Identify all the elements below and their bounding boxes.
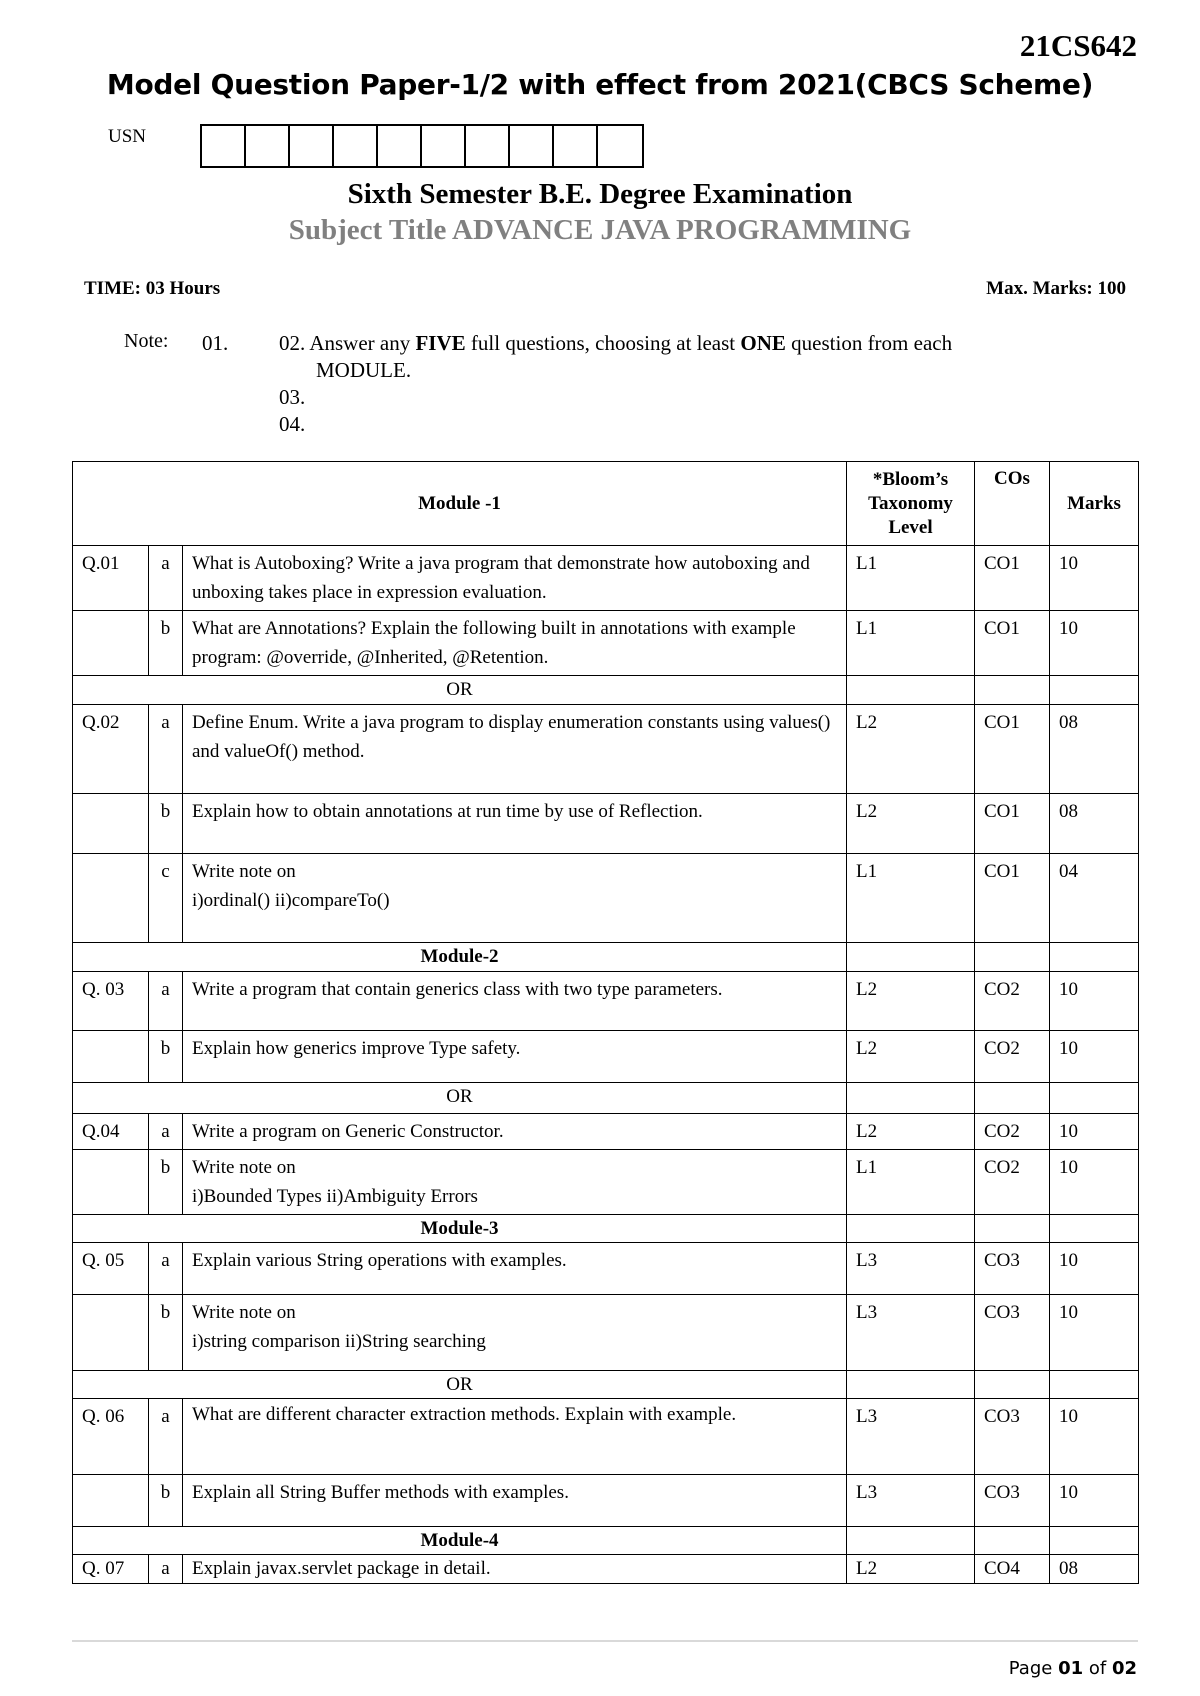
question-number (73, 611, 149, 676)
marks-value: 10 (1050, 1150, 1139, 1215)
question-text: Explain all String Buffer methods with examples. (183, 1475, 847, 1527)
sub-question: b (149, 611, 183, 676)
sub-question: a (149, 1243, 183, 1295)
course-outcome: CO2 (975, 972, 1050, 1031)
usn-box (422, 126, 466, 166)
question-number: Q.02 (73, 705, 149, 794)
note-bold: FIVE (415, 331, 466, 355)
empty-cell (847, 1215, 975, 1243)
exam-time: TIME: 03 Hours (84, 278, 221, 299)
empty-cell (847, 1527, 975, 1555)
empty-cell (1050, 943, 1139, 972)
bloom-level: L2 (847, 1114, 975, 1150)
module-4-heading: Module-4 (73, 1527, 847, 1555)
question-text: Write a program on Generic Constructor. (183, 1114, 847, 1150)
bloom-level: L3 (847, 1295, 975, 1371)
module-row (73, 943, 1139, 972)
question-table (72, 461, 1139, 1584)
usn-box (378, 126, 422, 166)
question-text (183, 854, 847, 943)
or-label: OR (73, 1083, 847, 1114)
note-item-3: 03. (279, 385, 306, 409)
empty-cell (975, 1371, 1050, 1399)
note-text: full questions, choosing at least (465, 331, 741, 355)
footer-divider (72, 1640, 1138, 1642)
question-number (73, 1295, 149, 1371)
page-current: 01 (1058, 1658, 1084, 1679)
usn-box (246, 126, 290, 166)
page-number (1009, 1658, 1137, 1679)
bloom-level: L2 (847, 972, 975, 1031)
empty-cell (1050, 1083, 1139, 1114)
bloom-level: L2 (847, 1031, 975, 1083)
module-3-heading: Module-3 (73, 1215, 847, 1243)
question-text: Define Enum. Write a java program to display enumeration constants using values() and valueOf() method. (183, 705, 847, 794)
table-row (73, 611, 1139, 676)
sub-question: a (149, 972, 183, 1031)
note-text: question from each (785, 331, 953, 355)
usn-box (510, 126, 554, 166)
sub-question: b (149, 1295, 183, 1371)
course-outcome: CO1 (975, 611, 1050, 676)
marks-value: 10 (1050, 1399, 1139, 1475)
paper-title: Model Question Paper-1/2 with effect from 2021(CBCS Scheme) (106, 68, 1094, 101)
empty-cell (975, 1083, 1050, 1114)
question-text: What are Annotations? Explain the following built in annotations with example program: @override, @Inherited, @Retention. (183, 611, 847, 676)
table-row (73, 1114, 1139, 1150)
note-item-2 (279, 331, 1099, 356)
table-row (73, 705, 1139, 794)
cos-header: COs (975, 462, 1050, 546)
bloom-level: L3 (847, 1243, 975, 1295)
bloom-level: L3 (847, 1399, 975, 1475)
sub-question: b (149, 1150, 183, 1215)
empty-cell (847, 1083, 975, 1114)
bloom-header: *Bloom’s Taxonomy Level (847, 462, 975, 546)
course-outcome: CO2 (975, 1150, 1050, 1215)
question-text-line: i)string comparison ii)String searching (192, 1331, 486, 1352)
marks-value: 08 (1050, 1555, 1139, 1584)
subject-title: Subject Title ADVANCE JAVA PROGRAMMING (288, 214, 912, 246)
usn-box (598, 126, 642, 166)
question-number (73, 794, 149, 854)
note-item-4: 04. (279, 412, 306, 436)
question-number: Q.01 (73, 546, 149, 611)
bloom-level: L2 (847, 1555, 975, 1584)
course-outcome: CO3 (975, 1475, 1050, 1527)
course-code: 21CS642 (1019, 28, 1137, 63)
empty-cell (1050, 1371, 1139, 1399)
question-text: Write a program that contain generics class with two type parameters. (183, 972, 847, 1031)
marks-value: 10 (1050, 1295, 1139, 1371)
table-row (73, 1243, 1139, 1295)
question-text: What is Autoboxing? Write a java program that demonstrate how autoboxing and unboxing takes place in expression evaluation. (183, 546, 847, 611)
module-1-heading: Module -1 (73, 462, 847, 546)
question-text: Explain how to obtain annotations at run time by use of Reflection. (183, 794, 847, 854)
bloom-level: L1 (847, 854, 975, 943)
table-row (73, 1555, 1139, 1584)
question-number (73, 1475, 149, 1527)
sub-question: a (149, 1399, 183, 1475)
question-text-line: Write note on (192, 1302, 296, 1323)
question-text-line: Write note on (192, 861, 296, 882)
usn-input-boxes (200, 124, 644, 168)
table-row (73, 972, 1139, 1031)
course-outcome: CO2 (975, 1114, 1050, 1150)
sub-question: b (149, 794, 183, 854)
sub-question: a (149, 1555, 183, 1584)
course-outcome: CO1 (975, 705, 1050, 794)
sub-question: a (149, 546, 183, 611)
bloom-level: L1 (847, 1150, 975, 1215)
empty-cell (975, 1215, 1050, 1243)
question-number: Q. 07 (73, 1555, 149, 1584)
or-row (73, 676, 1139, 705)
note-item-2-cont: MODULE. (316, 358, 412, 382)
question-number (73, 854, 149, 943)
bloom-level: L3 (847, 1475, 975, 1527)
usn-box (290, 126, 334, 166)
course-outcome: CO1 (975, 854, 1050, 943)
course-outcome: CO1 (975, 546, 1050, 611)
question-number (73, 1031, 149, 1083)
note-text: 02. Answer any (279, 331, 416, 355)
or-label: OR (73, 1371, 847, 1399)
marks-value: 10 (1050, 972, 1139, 1031)
module-2-heading: Module-2 (73, 943, 847, 972)
empty-cell (1050, 1215, 1139, 1243)
course-outcome: CO3 (975, 1399, 1050, 1475)
question-text (183, 1150, 847, 1215)
course-outcome: CO2 (975, 1031, 1050, 1083)
bloom-level: L1 (847, 546, 975, 611)
page-prefix: Page (1008, 1658, 1059, 1679)
marks-value: 08 (1050, 794, 1139, 854)
bloom-level: L2 (847, 794, 975, 854)
empty-cell (847, 676, 975, 705)
sub-question: c (149, 854, 183, 943)
course-outcome: CO1 (975, 794, 1050, 854)
table-row (73, 854, 1139, 943)
sub-question: a (149, 1114, 183, 1150)
question-text: Explain javax.servlet package in detail. (183, 1555, 847, 1584)
question-text: What are different character extraction methods. Explain with example. (183, 1399, 847, 1475)
course-outcome: CO3 (975, 1295, 1050, 1371)
table-row (73, 794, 1139, 854)
table-header-row (73, 462, 1139, 546)
semester-heading: Sixth Semester B.E. Degree Examination (347, 178, 853, 210)
empty-cell (847, 943, 975, 972)
marks-value: 10 (1050, 1475, 1139, 1527)
table-row (73, 546, 1139, 611)
note-bold: ONE (740, 331, 786, 355)
or-row (73, 1083, 1139, 1114)
sub-question: a (149, 705, 183, 794)
question-text-line: i)ordinal() ii)compareTo() (192, 890, 390, 911)
question-text-line: Write note on (192, 1157, 296, 1178)
marks-value: 08 (1050, 705, 1139, 794)
table-row (73, 1031, 1139, 1083)
course-outcome: CO3 (975, 1243, 1050, 1295)
table-row (73, 1399, 1139, 1475)
empty-cell (975, 676, 1050, 705)
marks-value: 10 (1050, 1114, 1139, 1150)
usn-box (202, 126, 246, 166)
sub-question: b (149, 1475, 183, 1527)
question-number (73, 1150, 149, 1215)
table-row (73, 1475, 1139, 1527)
table-row (73, 1295, 1139, 1371)
question-text-line: i)Bounded Types ii)Ambiguity Errors (192, 1186, 478, 1207)
marks-header: Marks (1050, 462, 1139, 546)
marks-value: 10 (1050, 546, 1139, 611)
marks-value: 04 (1050, 854, 1139, 943)
usn-box (334, 126, 378, 166)
marks-value: 10 (1050, 1243, 1139, 1295)
question-text: Explain how generics improve Type safety. (183, 1031, 847, 1083)
module-row (73, 1527, 1139, 1555)
usn-box (554, 126, 598, 166)
table-row (73, 1150, 1139, 1215)
question-text: Explain various String operations with examples. (183, 1243, 847, 1295)
question-number: Q. 06 (73, 1399, 149, 1475)
usn-box (466, 126, 510, 166)
question-text (183, 1295, 847, 1371)
or-row (73, 1371, 1139, 1399)
sub-question: b (149, 1031, 183, 1083)
max-marks: Max. Marks: 100 (986, 278, 1126, 299)
empty-cell (1050, 676, 1139, 705)
question-number: Q. 03 (73, 972, 149, 1031)
note-item-1: 01. (202, 331, 229, 355)
empty-cell (1050, 1527, 1139, 1555)
marks-value: 10 (1050, 611, 1139, 676)
page-of: of (1083, 1658, 1112, 1679)
empty-cell (847, 1371, 975, 1399)
course-outcome: CO4 (975, 1555, 1050, 1584)
question-number: Q. 05 (73, 1243, 149, 1295)
bloom-level: L2 (847, 705, 975, 794)
question-number: Q.04 (73, 1114, 149, 1150)
usn-label: USN (108, 126, 147, 147)
empty-cell (975, 1527, 1050, 1555)
empty-cell (975, 943, 1050, 972)
note-label: Note: (124, 330, 169, 352)
page-total: 02 (1111, 1658, 1137, 1679)
module-row (73, 1215, 1139, 1243)
marks-value: 10 (1050, 1031, 1139, 1083)
or-label: OR (73, 676, 847, 705)
bloom-level: L1 (847, 611, 975, 676)
